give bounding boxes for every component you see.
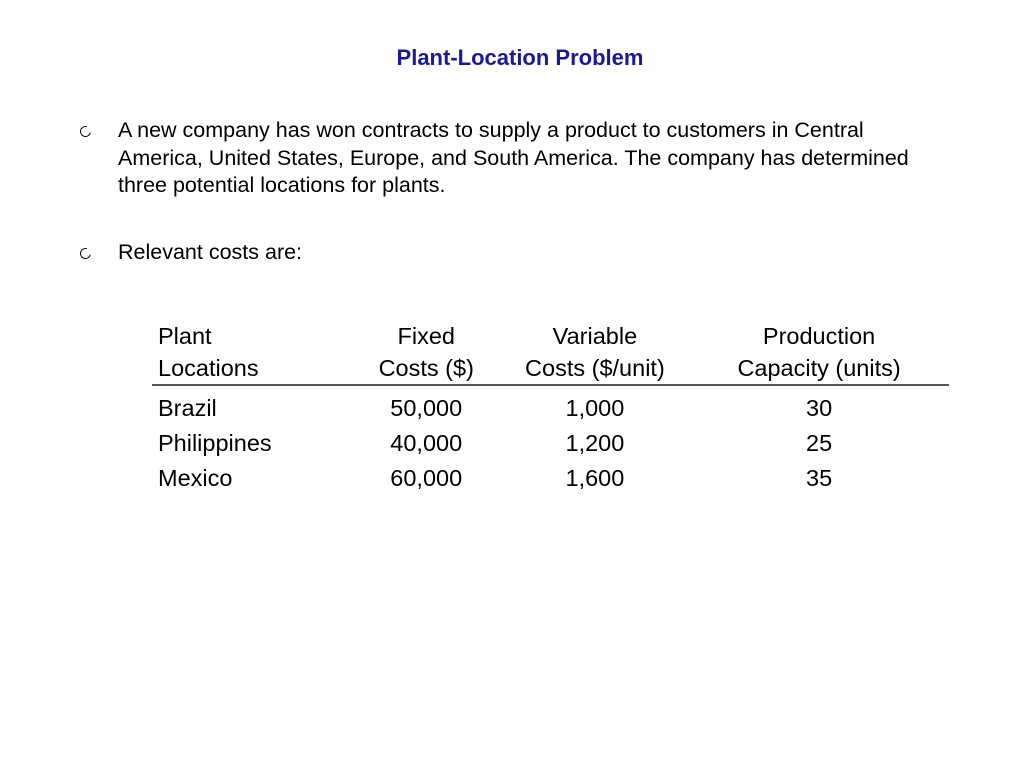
header-production: Production [762,323,876,349]
slide-title: Plant-Location Problem [396,45,644,70]
cell-fixed-cost: 50,000 [390,394,463,421]
cell-capacity: 25 [806,429,833,456]
cell-variable-cost: 1,200 [565,429,625,456]
bullet-text: Relevant costs are: [118,240,303,264]
bullet-text: A new company has won contracts to supply a product to customers in Central America, United States, Europe, and South America. The company has determined three potential locations for plants. [118,118,909,197]
cell-capacity: 30 [806,394,833,421]
cell-variable-cost: 1,600 [565,464,625,491]
cell-location: Mexico [158,464,233,491]
cell-location: Brazil [158,394,217,421]
header-fixed: Fixed [397,323,455,349]
table-row [152,425,949,460]
bullet-circle-icon [78,124,93,139]
relevant-costs-table [152,320,949,495]
table-header-row [152,320,949,352]
header-variable: Variable [552,323,638,349]
header-plant: Plant [158,323,212,349]
cell-fixed-cost: 40,000 [390,429,463,456]
cell-capacity: 35 [806,464,833,491]
table-row [152,460,949,495]
table-header-row [152,352,949,385]
bullet-item-contracts [80,117,940,200]
header-fixed-costs: Costs ($) [352,352,501,385]
cell-variable-cost: 1,000 [565,394,625,421]
table-row [152,385,949,425]
bullet-circle-icon [78,246,93,261]
cell-fixed-cost: 60,000 [390,464,463,491]
header-variable-costs: Costs ($/unit) [501,352,689,385]
cell-location: Philippines [158,429,272,456]
header-capacity: Capacity (units) [689,352,949,385]
bullet-item-costs [80,239,940,267]
header-locations: Locations [152,352,352,385]
